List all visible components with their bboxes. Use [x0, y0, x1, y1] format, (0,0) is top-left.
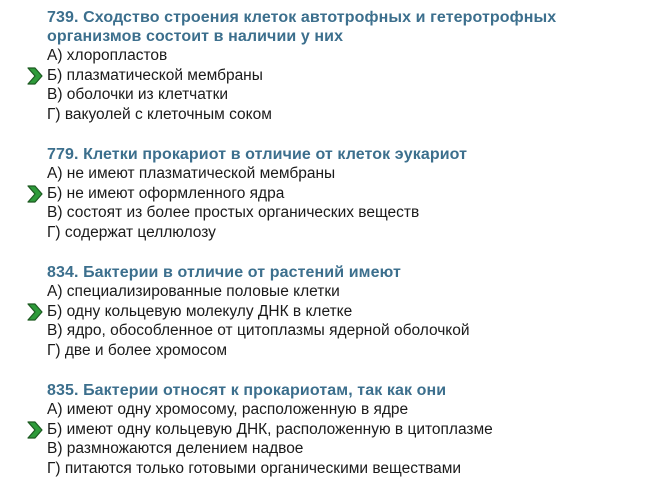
- answer-a: А) имеют одну хромосому, расположенную в ядре: [47, 401, 409, 418]
- correct-answer-chevron-icon: [26, 421, 44, 439]
- question-779: [47, 145, 647, 242]
- answer-d: Г) содержат целлюлозу: [47, 223, 216, 241]
- answer-c: В) оболочки из клетчатки: [47, 86, 229, 103]
- answer-b: [47, 66, 647, 86]
- answer-d: Г) питаются только готовыми органическими веществами: [47, 459, 462, 477]
- question-835: [47, 381, 647, 478]
- question-title-continued: организмов состоит в наличии у них: [47, 28, 344, 45]
- answer-c: В) ядро, обособленное от цитоплазмы ядерной оболочкой: [47, 322, 470, 339]
- question-title: 835. Бактерии относят к прокариотам, так как они: [47, 382, 447, 399]
- answer-d: Г) вакуолей с клеточным соком: [47, 105, 272, 123]
- answer-label: Б) одну кольцевую молекулу ДНК в клетке: [47, 302, 353, 320]
- answer-a: А) хлоропластов: [47, 47, 168, 64]
- answer-a: А) специализированные половые клетки: [47, 283, 340, 300]
- correct-answer-chevron-icon: [26, 67, 44, 85]
- question-title: 739. Сходство строения клеток автотрофных и гетеротрофных: [47, 9, 557, 26]
- question-title: 779. Клетки прокариот в отличие от клеток эукариот: [47, 146, 468, 163]
- answer-label: Б) имеют одну кольцевую ДНК, расположенную в цитоплазме: [47, 420, 493, 438]
- answer-label: Б) не имеют оформленного ядра: [47, 184, 285, 202]
- answer-b: [47, 302, 647, 322]
- correct-answer-chevron-icon: [26, 303, 44, 321]
- answer-b: [47, 420, 647, 440]
- question-739: [47, 8, 647, 124]
- question-834: [47, 263, 647, 360]
- correct-answer-chevron-icon: [26, 185, 44, 203]
- answer-d: Г) две и более хромосом: [47, 341, 228, 359]
- answer-a: А) не имеют плазматической мембраны: [47, 165, 336, 182]
- answer-c: В) размножаются делением надвое: [47, 440, 304, 457]
- question-title: 834. Бактерии в отличие от растений имеют: [47, 264, 401, 281]
- answer-label: Б) плазматической мембраны: [47, 66, 263, 84]
- answer-c: В) состоят из более простых органических веществ: [47, 204, 420, 221]
- answer-b: [47, 184, 647, 204]
